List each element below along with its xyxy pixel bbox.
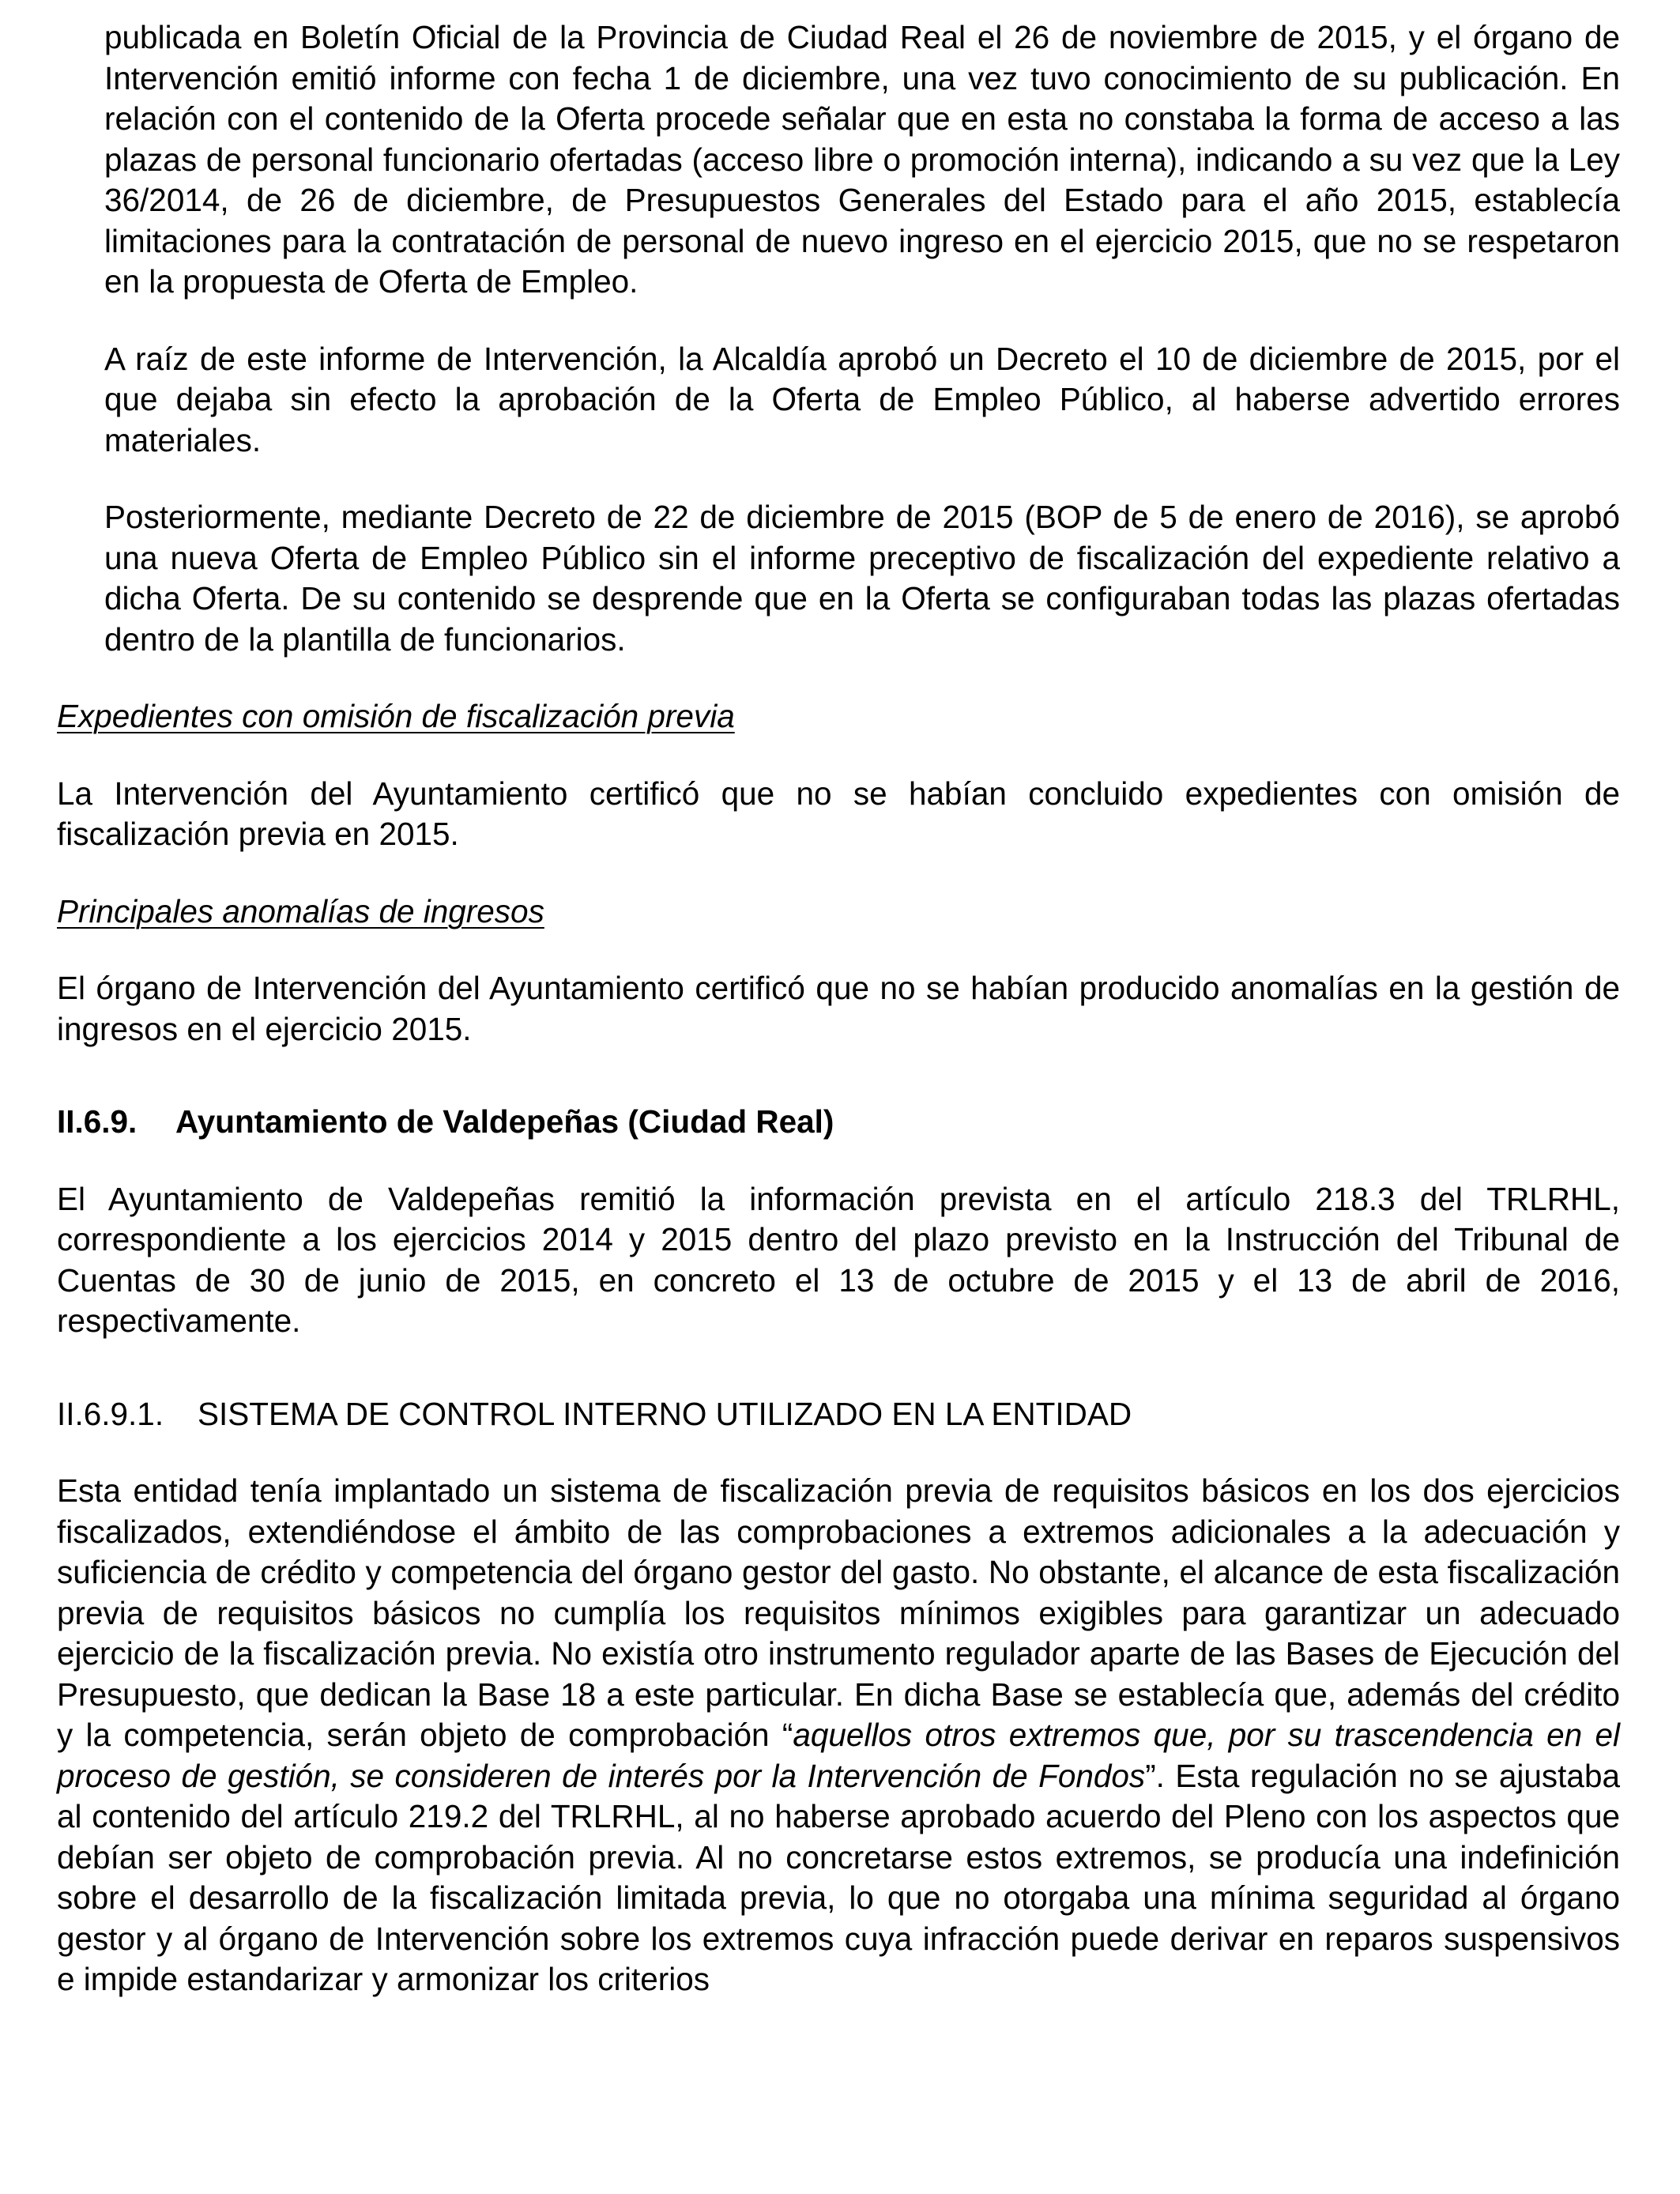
paragraph-decreto-alcaldia: A raíz de este informe de Intervención, la Alcaldía aprobó un Decreto el 10 de diciembre de 2015, por el que dejaba sin efecto la aprobación de la Oferta de Empleo Público, al haberse advertido errores materiales. — [104, 340, 1620, 458]
paragraph-expedientes-omision: La Intervención del Ayuntamiento certificó que no se habían concluido expedientes con omisión de fiscalización previa en 2015. — [57, 775, 1620, 852]
section-title: Ayuntamiento de Valdepeñas (Ciudad Real) — [175, 1103, 834, 1140]
document-page — [57, 17, 1620, 2000]
subsection-title: SISTEMA DE CONTROL INTERNO UTILIZADO EN LA ENTIDAD — [198, 1395, 1132, 1432]
paragraph-oferta-publicacion: publicada en Boletín Oficial de la Provincia de Ciudad Real el 26 de noviembre de 2015, y el órgano de Intervención emitió informe con fecha 1 de diciembre, una vez tuvo conocimiento de su publicación. En relación con el contenido de la Oferta procede señalar que en esta no constaba la forma de acceso a las plazas de personal funcionario ofertadas (acceso libre o promoción interna), indicando a su vez que la Ley 36/2014, de 26 de diciembre, de Presupuestos Generales del Estado para el año 2015, establecía limitaciones para la contratación de personal de nuevo ingreso en el ejercicio 2015, que no se respetaron en la propuesta de Oferta de Empleo. — [104, 19, 1620, 300]
subheading-anomalias-ingresos: Principales anomalías de ingresos — [57, 892, 544, 929]
paragraph-sistema-control-start: Esta entidad tenía implantado un sistema de fiscalización previa de requisitos básicos en los dos ejercicios fiscalizados, extendiéndose el ámbito de las comprobaciones a extremos adicionales a la adecuación y suficiencia de crédito y competencia del órgano gestor del gasto. No obstante, el alcance de esta fiscalización previa de requisitos básicos no cumplía los requisitos mínimos exigibles para garantizar un adecuado ejercicio de la fiscalización previa. No existía otro instrumento regulador aparte de las Bases de Ejecución del Presupuesto, que dedican la Base 18 a este particular. En dicha Base se establecía que, además del crédito y la competencia, serán objeto de comprobación “ — [57, 1472, 1620, 1753]
paragraph-nueva-oferta: Posteriormente, mediante Decreto de 22 de diciembre de 2015 (BOP de 5 de enero de 2016), se aprobó una nueva Oferta de Empleo Público sin el informe preceptivo de fiscalización del expediente relativo a dicha Oferta. De su contenido se desprende que en la Oferta se configuraban todas las plazas ofertadas dentro de la plantilla de funcionarios. — [104, 499, 1620, 658]
paragraph-sistema-control — [57, 1471, 1620, 2000]
paragraph-sistema-control-end: ”. Esta regulación no se ajustaba al contenido del artículo 219.2 del TRLRHL, al no haberse aprobado acuerdo del Pleno con los aspectos que debían ser objeto de comprobación previa. Al no concretarse estos extremos, se producía una indefinición sobre el desarrollo de la fiscalización limitada previa, lo que no otorgaba una mínima seguridad al órgano gestor y al órgano de Intervención sobre los extremos cuya infracción puede derivar en reparos suspensivos e impide estandarizar y armonizar los criterios — [57, 1757, 1620, 1997]
subsection-number: II.6.9.1. — [57, 1395, 164, 1432]
subheading-expedientes-omision: Expedientes con omisión de fiscalización previa — [57, 698, 735, 734]
section-number: II.6.9. — [57, 1103, 137, 1140]
section-heading — [57, 1102, 1620, 1143]
subsection-heading — [57, 1394, 1620, 1435]
quoted-base-18: aquellos otros extremos que, por su trascendencia en el proceso de gestión, se consideren de interés por la Intervención de Fondos — [57, 1717, 1620, 1794]
paragraph-anomalias-ingresos: El órgano de Intervención del Ayuntamiento certificó que no se habían producido anomalías en la gestión de ingresos en el ejercicio 2015. — [57, 970, 1620, 1047]
paragraph-remision-informacion: El Ayuntamiento de Valdepeñas remitió la información prevista en el artículo 218.3 del TRLRHL, correspondiente a los ejercicios 2014 y 2015 dentro del plazo previsto en la Instrucción del Tribunal de Cuentas de 30 de junio de 2015, en concreto el 13 de octubre de 2015 y el 13 de abril de 2016, respectivamente. — [57, 1180, 1620, 1339]
